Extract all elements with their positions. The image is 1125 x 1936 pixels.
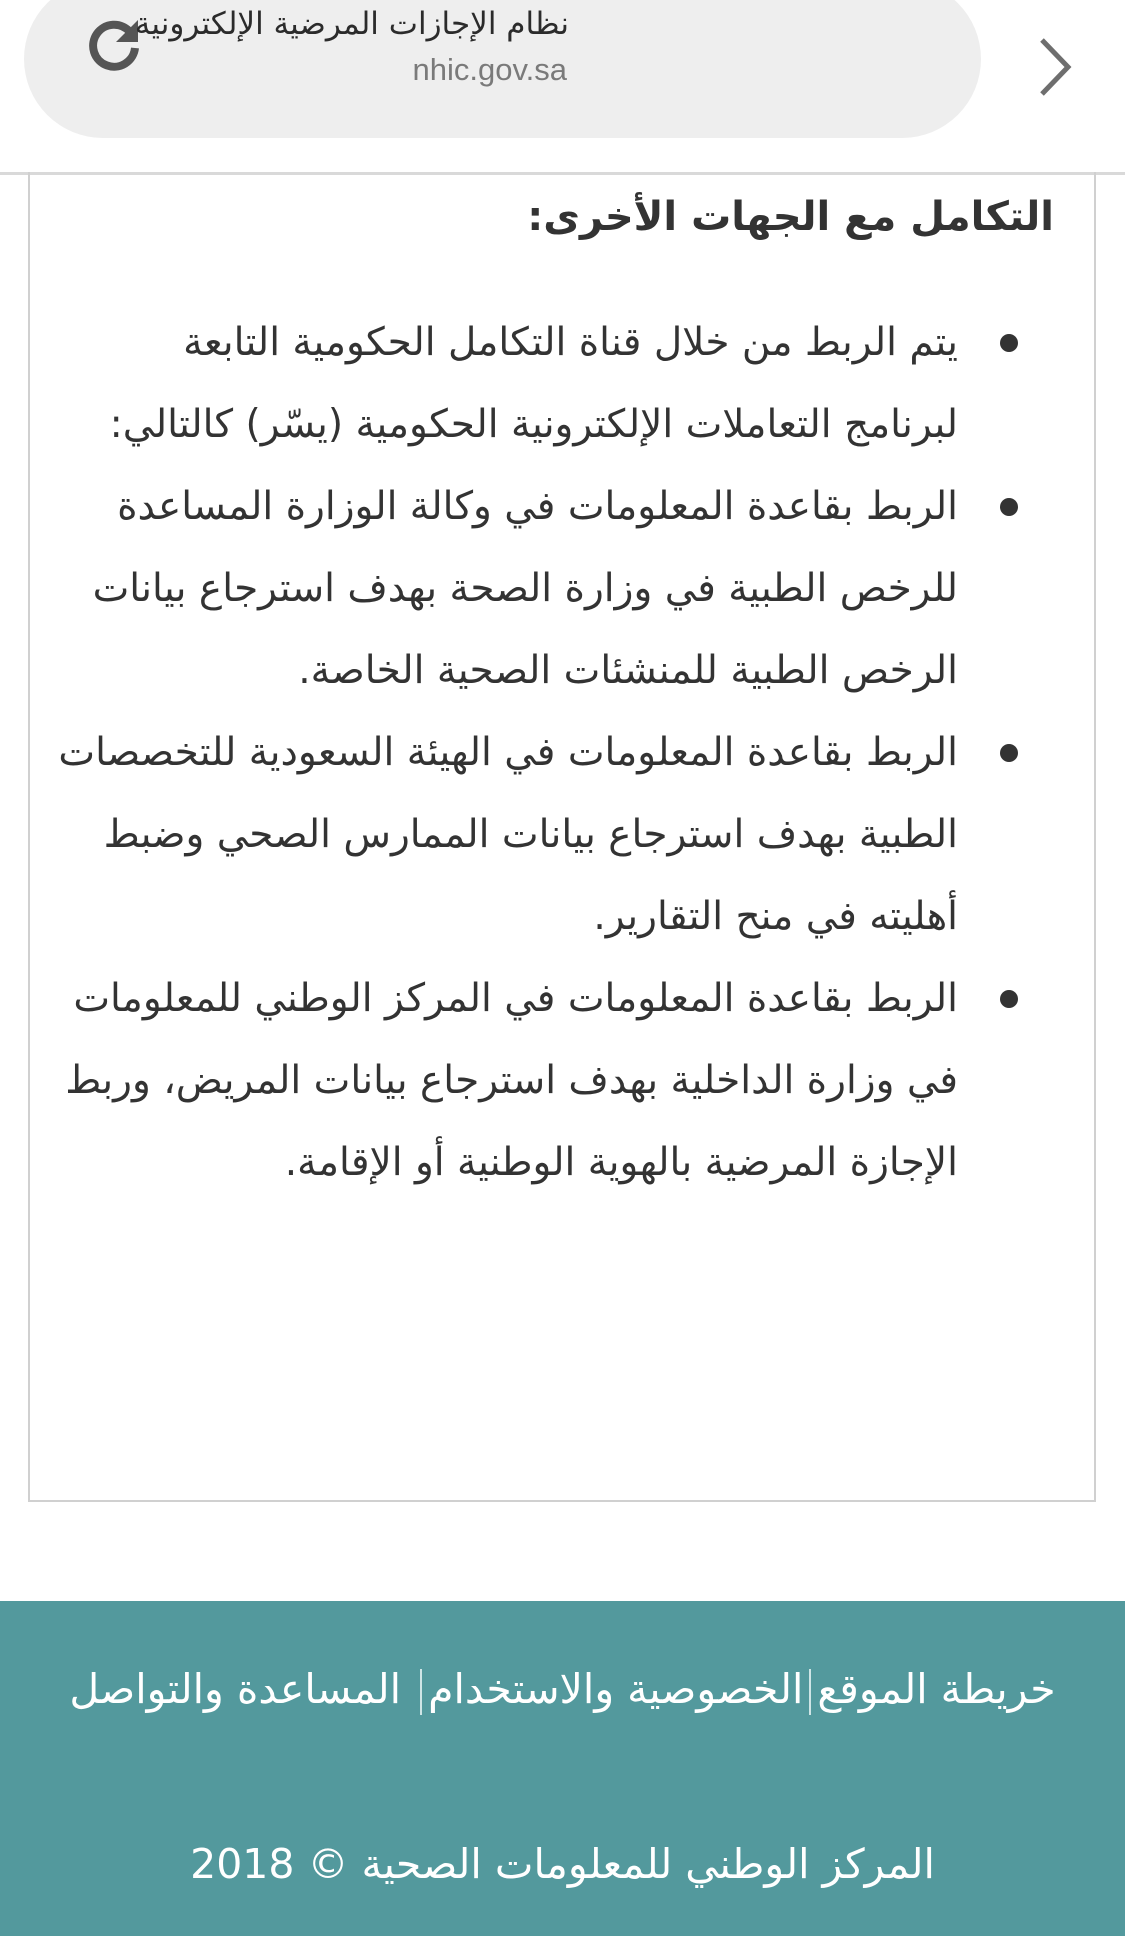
footer-link-help[interactable]: المساعدة والتواصل xyxy=(69,1665,402,1713)
footer-link-sitemap[interactable]: خريطة الموقع xyxy=(817,1665,1056,1713)
integration-list xyxy=(28,302,1094,1204)
list-item-text: الربط بقاعدة المعلومات في المركز الوطني للمعلومات في وزارة الداخلية بهدف استرجاع بيانات المريض، وربط الإجازة المرضية بالهوية الوطنية أو الإقامة. xyxy=(65,976,958,1185)
url-text: nhic.gov.sa xyxy=(412,52,567,87)
footer-links xyxy=(60,1645,1065,1733)
copyright-text: المركز الوطني للمعلومات الصحية © 2018 xyxy=(190,1840,935,1888)
list-item xyxy=(28,466,1094,712)
bullet-icon xyxy=(1000,990,1018,1008)
footer-divider xyxy=(420,1669,422,1715)
section-title: التكامل مع الجهات الأخرى: xyxy=(527,194,1054,240)
chevron-right-icon[interactable] xyxy=(1032,34,1078,100)
list-item-text: يتم الربط من خلال قناة التكامل الحكومية التابعة لبرنامج التعاملات الإلكترونية الحكومية (يسّر) كالتالي: xyxy=(109,320,958,447)
list-item-text: الربط بقاعدة المعلومات في الهيئة السعودية للتخصصات الطبية بهدف استرجاع بيانات الممارس الصحي وضبط أهليته في منح التقارير. xyxy=(58,730,958,939)
page-title: نظام الإجازات المرضية الإلكترونية xyxy=(134,6,569,42)
bullet-icon xyxy=(1000,334,1018,352)
footer-divider xyxy=(809,1669,811,1715)
list-item xyxy=(28,302,1094,466)
bullet-icon xyxy=(1000,498,1018,516)
list-item xyxy=(28,958,1094,1204)
reload-icon[interactable] xyxy=(86,16,142,72)
list-item-text: الربط بقاعدة المعلومات في وكالة الوزارة المساعدة للرخص الطبية في وزارة الصحة بهدف استرجاع بيانات الرخص الطبية للمنشئات الصحية الخاصة. xyxy=(92,484,958,693)
bullet-icon xyxy=(1000,744,1018,762)
content-card xyxy=(28,172,1096,1502)
url-bar[interactable] xyxy=(24,0,981,138)
browser-top-bar xyxy=(0,0,1125,175)
list-item xyxy=(28,712,1094,958)
footer-link-privacy[interactable]: الخصوصية والاستخدام xyxy=(428,1665,804,1713)
